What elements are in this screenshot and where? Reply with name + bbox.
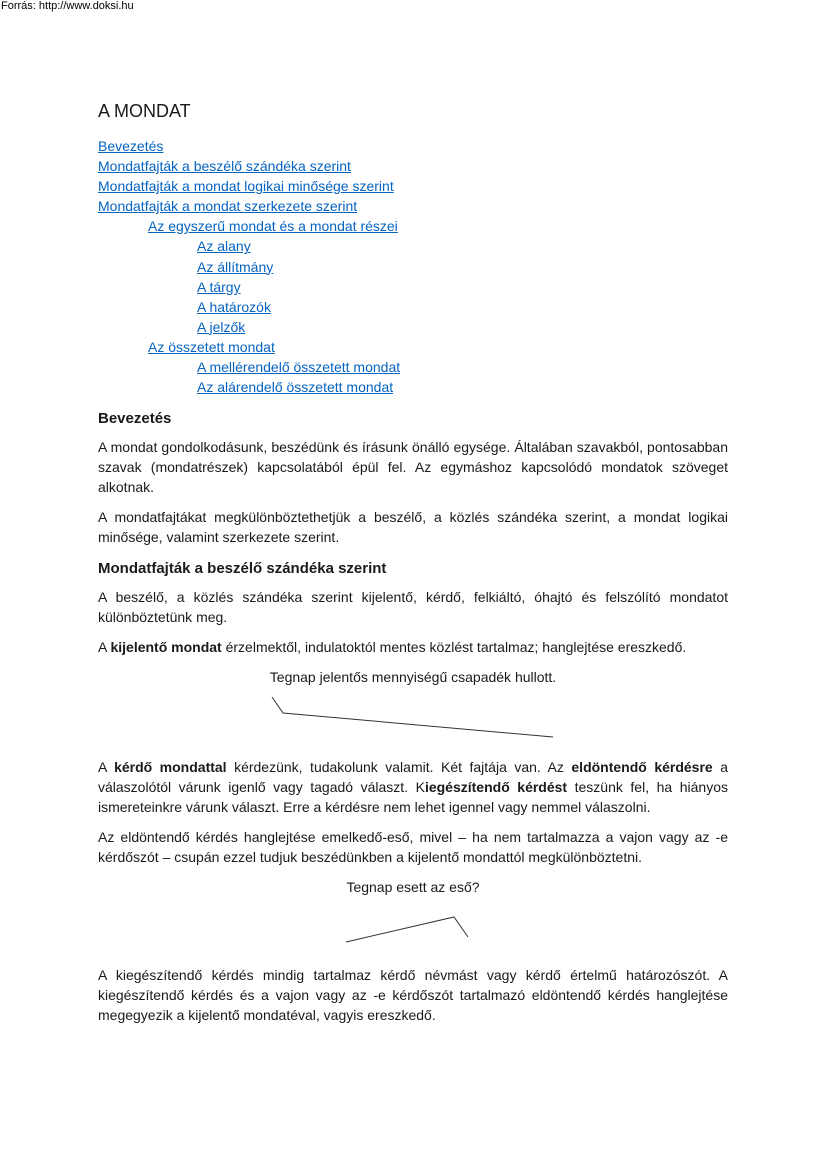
toc-item <box>98 216 728 236</box>
toc-link[interactable]: A tárgy <box>197 278 241 295</box>
yes-no-question-paragraph: Az eldöntendő kérdés hanglejtése emelkedő-eső, mivel – ha nem tartalmazza a vajon vagy az -e kérdőszót – csupán ezzel tudjuk beszédünkben a kijelentő mondattól megkülönböztetni. <box>98 829 728 866</box>
toc-item <box>98 176 728 196</box>
text-run: a válaszolótól várunk igenlő vagy tagadó választ. K <box>98 759 728 796</box>
toc-item <box>98 377 728 397</box>
bold-term: eldöntendő kérdésre <box>571 759 713 776</box>
toc-item <box>98 257 728 277</box>
falling-intonation-line <box>272 697 553 737</box>
toc-item <box>98 196 728 216</box>
toc-link[interactable]: A mellérendelő összetett mondat <box>197 359 401 376</box>
section-heading-intro: Bevezetés <box>98 410 172 428</box>
falling-intonation-diagram <box>98 687 728 747</box>
document-page <box>98 100 728 1035</box>
speaker-paragraph: A beszélő, a közlés szándéka szerint kijelentő, kérdő, felkiáltó, óhajtó és felszólító mondatot különböztetünk meg. <box>98 589 728 626</box>
toc-link[interactable]: Bevezetés <box>98 138 164 154</box>
bold-term: iegészítendő kérdést <box>424 779 568 796</box>
text-run: A <box>98 759 115 776</box>
intro-paragraph-2: A mondatfajtákat megkülönböztethetjük a beszélő, a közlés szándéka szerint, a mondat logikai minősége, valamint szerkezete szerint. <box>98 509 728 546</box>
page-title: A MONDAT <box>98 101 191 121</box>
source-url: Forrás: http://www.doksi.hu <box>1 0 134 12</box>
toc-link[interactable]: Mondatfajták a beszélő szándéka szerint <box>98 158 351 175</box>
text-run: teszünk fel, ha hiányos ismereteinkre várunk választ. Erre a kérdésre nem lehet igennel vagy nemmel válaszolni. <box>98 779 728 816</box>
toc-item <box>98 297 728 317</box>
text-run: kérdezünk, tudakolunk valamit. Két fajtája van. Az <box>226 759 572 776</box>
toc-item <box>98 317 728 337</box>
text-run: érzelmektől, indulatoktól mentes közlést tartalmaz; hanglejtése ereszkedő. <box>221 639 687 656</box>
toc-link[interactable]: Mondatfajták a mondat szerkezete szerint <box>98 198 358 215</box>
bold-term: kijelentő mondat <box>110 639 222 656</box>
toc-item <box>98 337 728 357</box>
toc-item <box>98 156 728 176</box>
declarative-paragraph <box>98 637 728 657</box>
toc-link[interactable]: A jelzők <box>197 318 246 335</box>
rise-fall-intonation-diagram <box>98 897 728 957</box>
example-sentence-declarative: Tegnap jelentős mennyiségű csapadék hullott. <box>269 669 557 686</box>
table-of-contents <box>98 136 728 397</box>
toc-link[interactable]: Az alárendelő összetett mondat <box>197 379 394 396</box>
toc-link[interactable]: Az állítmány <box>197 258 274 275</box>
toc-item <box>98 357 728 377</box>
section-heading-speaker: Mondatfajták a beszélő szándéka szerint <box>98 560 387 578</box>
question-paragraph <box>98 757 728 817</box>
toc-link[interactable]: A határozók <box>197 298 271 315</box>
example-sentence-question: Tegnap esett az eső? <box>346 879 480 896</box>
bold-term: kérdő mondattal <box>114 759 227 776</box>
rise-fall-intonation-line <box>346 917 468 942</box>
toc-link[interactable]: Az összetett mondat <box>148 338 275 355</box>
intro-paragraph-1: A mondat gondolkodásunk, beszédünk és írásunk önálló egysége. Általában szavakból, pontosabban szavak (mondatrészek) kapcsolatából épül fel. Az egymáshoz kapcsolódó mondatok szöveget alkotnak. <box>98 439 728 496</box>
wh-question-paragraph: A kiegészítendő kérdés mindig tartalmaz kérdő névmást vagy kérdő értelmű határozószót. A kiegészítendő kérdés és a vajon vagy az -e kérdőszót tartalmazó eldöntendő kérdés hanglejtése megegyezik a kijelentő mondatéval, vagyis ereszkedő. <box>98 967 728 1024</box>
toc-item <box>98 277 728 297</box>
toc-item <box>98 136 728 156</box>
toc-item <box>98 236 728 256</box>
text-run: A <box>98 639 111 656</box>
toc-link[interactable]: Az egyszerű mondat és a mondat részei <box>148 218 398 235</box>
toc-link[interactable]: Mondatfajták a mondat logikai minősége szerint <box>98 178 394 195</box>
toc-link[interactable]: Az alany <box>197 238 251 255</box>
